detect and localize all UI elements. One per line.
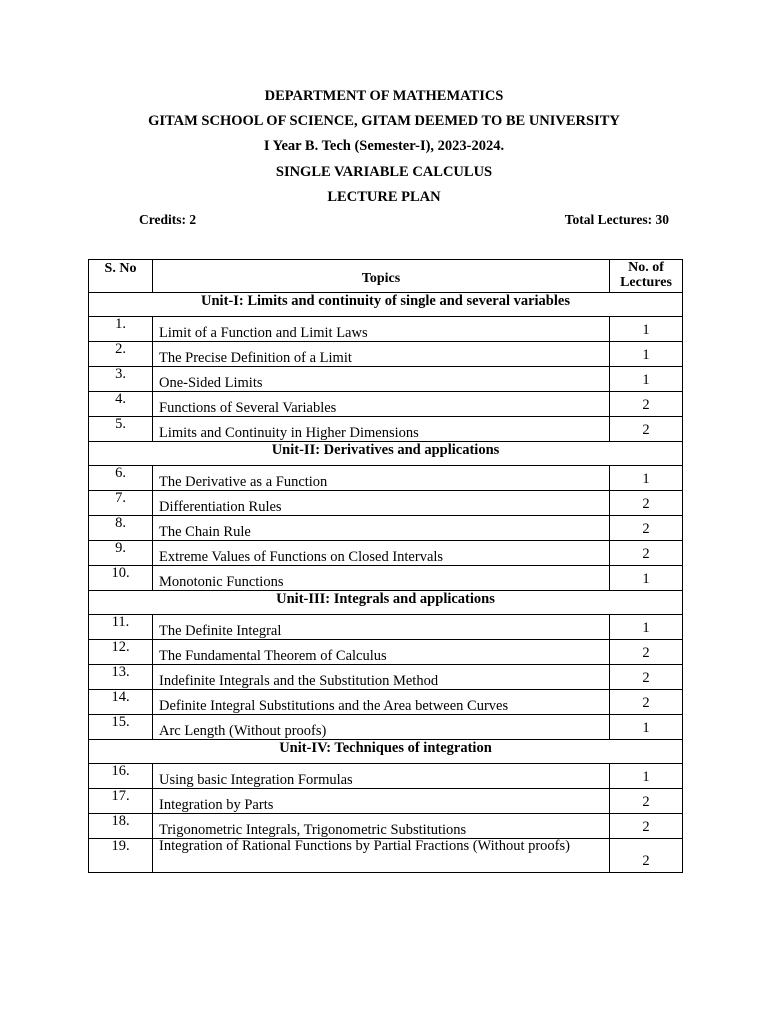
lecture-count-cell: 2 bbox=[610, 839, 683, 873]
year-title: I Year B. Tech (Semester-I), 2023-2024. bbox=[263, 138, 505, 154]
topic-cell: The Precise Definition of a Limit bbox=[153, 342, 610, 367]
serial-number-cell: 5. bbox=[89, 417, 153, 442]
serial-number-cell: 7. bbox=[89, 491, 153, 516]
unit-heading-row bbox=[89, 591, 683, 615]
serial-number-cell: 8. bbox=[89, 516, 153, 541]
unit-heading-row bbox=[89, 442, 683, 466]
lecture-count-cell: 2 bbox=[610, 392, 683, 417]
lecture-count-cell: 1 bbox=[610, 367, 683, 392]
unit-title: Unit-II: Derivatives and applications bbox=[89, 442, 683, 466]
table-row bbox=[89, 690, 683, 715]
serial-number-cell: 10. bbox=[89, 566, 153, 591]
topic-cell: The Definite Integral bbox=[153, 615, 610, 640]
table-row bbox=[89, 566, 683, 591]
topic-cell: Arc Length (Without proofs) bbox=[153, 715, 610, 740]
serial-number-cell: 18. bbox=[89, 814, 153, 839]
topic-cell: The Derivative as a Function bbox=[153, 466, 610, 491]
total-lectures-label: Total Lectures: 30 bbox=[564, 212, 669, 227]
table-row bbox=[89, 516, 683, 541]
table-row bbox=[89, 715, 683, 740]
lecture-count-cell: 1 bbox=[610, 615, 683, 640]
serial-number-cell: 16. bbox=[89, 764, 153, 789]
table-header-row bbox=[89, 260, 683, 293]
lecture-count-cell: 1 bbox=[610, 317, 683, 342]
lecture-count-cell: 1 bbox=[610, 715, 683, 740]
lecture-count-cell: 2 bbox=[610, 491, 683, 516]
unit-title: Unit-I: Limits and continuity of single and several variables bbox=[89, 293, 683, 317]
column-header-sno: S. No bbox=[89, 260, 153, 293]
serial-number-cell: 19. bbox=[89, 839, 153, 873]
lecture-count-cell: 2 bbox=[610, 516, 683, 541]
topic-cell: Extreme Values of Functions on Closed Intervals bbox=[153, 541, 610, 566]
table-row bbox=[89, 417, 683, 442]
credits-label: Credits: 2 bbox=[139, 212, 197, 227]
serial-number-cell: 12. bbox=[89, 640, 153, 665]
serial-number-cell: 3. bbox=[89, 367, 153, 392]
topic-cell: Trigonometric Integrals, Trigonometric Substitutions bbox=[153, 814, 610, 839]
unit-title: Unit-III: Integrals and applications bbox=[89, 591, 683, 615]
topic-cell: Differentiation Rules bbox=[153, 491, 610, 516]
lecture-count-cell: 2 bbox=[610, 789, 683, 814]
topic-cell: Monotonic Functions bbox=[153, 566, 610, 591]
topic-cell: Limits and Continuity in Higher Dimensions bbox=[153, 417, 610, 442]
lecture-count-cell: 1 bbox=[610, 566, 683, 591]
lecture-count-cell: 2 bbox=[610, 690, 683, 715]
table-row bbox=[89, 789, 683, 814]
lecture-count-cell: 1 bbox=[610, 466, 683, 491]
lecture-count-cell: 2 bbox=[610, 640, 683, 665]
lecture-count-cell: 2 bbox=[610, 665, 683, 690]
table-row bbox=[89, 317, 683, 342]
serial-number-cell: 11. bbox=[89, 615, 153, 640]
table-row bbox=[89, 764, 683, 789]
table-row bbox=[89, 615, 683, 640]
topic-cell: One-Sided Limits bbox=[153, 367, 610, 392]
table-row bbox=[89, 839, 683, 873]
document-type: LECTURE PLAN bbox=[327, 189, 441, 205]
topic-cell: The Chain Rule bbox=[153, 516, 610, 541]
school-title: GITAM SCHOOL OF SCIENCE, GITAM DEEMED TO BE UNIVERSITY bbox=[148, 113, 620, 129]
lecture-count-cell: 1 bbox=[610, 764, 683, 789]
serial-number-cell: 9. bbox=[89, 541, 153, 566]
unit-title: Unit-IV: Techniques of integration bbox=[89, 740, 683, 764]
table-row bbox=[89, 541, 683, 566]
serial-number-cell: 17. bbox=[89, 789, 153, 814]
topic-cell: Limit of a Function and Limit Laws bbox=[153, 317, 610, 342]
table-row bbox=[89, 342, 683, 367]
topic-cell: The Fundamental Theorem of Calculus bbox=[153, 640, 610, 665]
lecture-count-cell: 2 bbox=[610, 814, 683, 839]
unit-heading-row bbox=[89, 293, 683, 317]
serial-number-cell: 1. bbox=[89, 317, 153, 342]
serial-number-cell: 15. bbox=[89, 715, 153, 740]
topic-cell: Definite Integral Substitutions and the Area between Curves bbox=[153, 690, 610, 715]
lecture-count-cell: 1 bbox=[610, 342, 683, 367]
table-body bbox=[89, 293, 683, 873]
serial-number-cell: 14. bbox=[89, 690, 153, 715]
lecture-plan-table bbox=[88, 259, 683, 873]
lecture-count-cell: 2 bbox=[610, 417, 683, 442]
topic-cell: Functions of Several Variables bbox=[153, 392, 610, 417]
topic-cell: Integration of Rational Functions by Partial Fractions (Without proofs) bbox=[153, 839, 610, 873]
topic-cell: Using basic Integration Formulas bbox=[153, 764, 610, 789]
serial-number-cell: 13. bbox=[89, 665, 153, 690]
table-row bbox=[89, 466, 683, 491]
table-row bbox=[89, 814, 683, 839]
table-row bbox=[89, 665, 683, 690]
topic-cell: Integration by Parts bbox=[153, 789, 610, 814]
unit-heading-row bbox=[89, 740, 683, 764]
serial-number-cell: 4. bbox=[89, 392, 153, 417]
table-row bbox=[89, 367, 683, 392]
column-header-lectures: No. of Lectures bbox=[610, 260, 683, 293]
course-title: SINGLE VARIABLE CALCULUS bbox=[275, 164, 493, 180]
table-row bbox=[89, 392, 683, 417]
table-row bbox=[89, 491, 683, 516]
lecture-count-cell: 2 bbox=[610, 541, 683, 566]
department-title: DEPARTMENT OF MATHEMATICS bbox=[264, 88, 504, 104]
serial-number-cell: 6. bbox=[89, 466, 153, 491]
topic-cell: Indefinite Integrals and the Substitution Method bbox=[153, 665, 610, 690]
table-row bbox=[89, 640, 683, 665]
serial-number-cell: 2. bbox=[89, 342, 153, 367]
column-header-topics: Topics bbox=[153, 260, 610, 293]
